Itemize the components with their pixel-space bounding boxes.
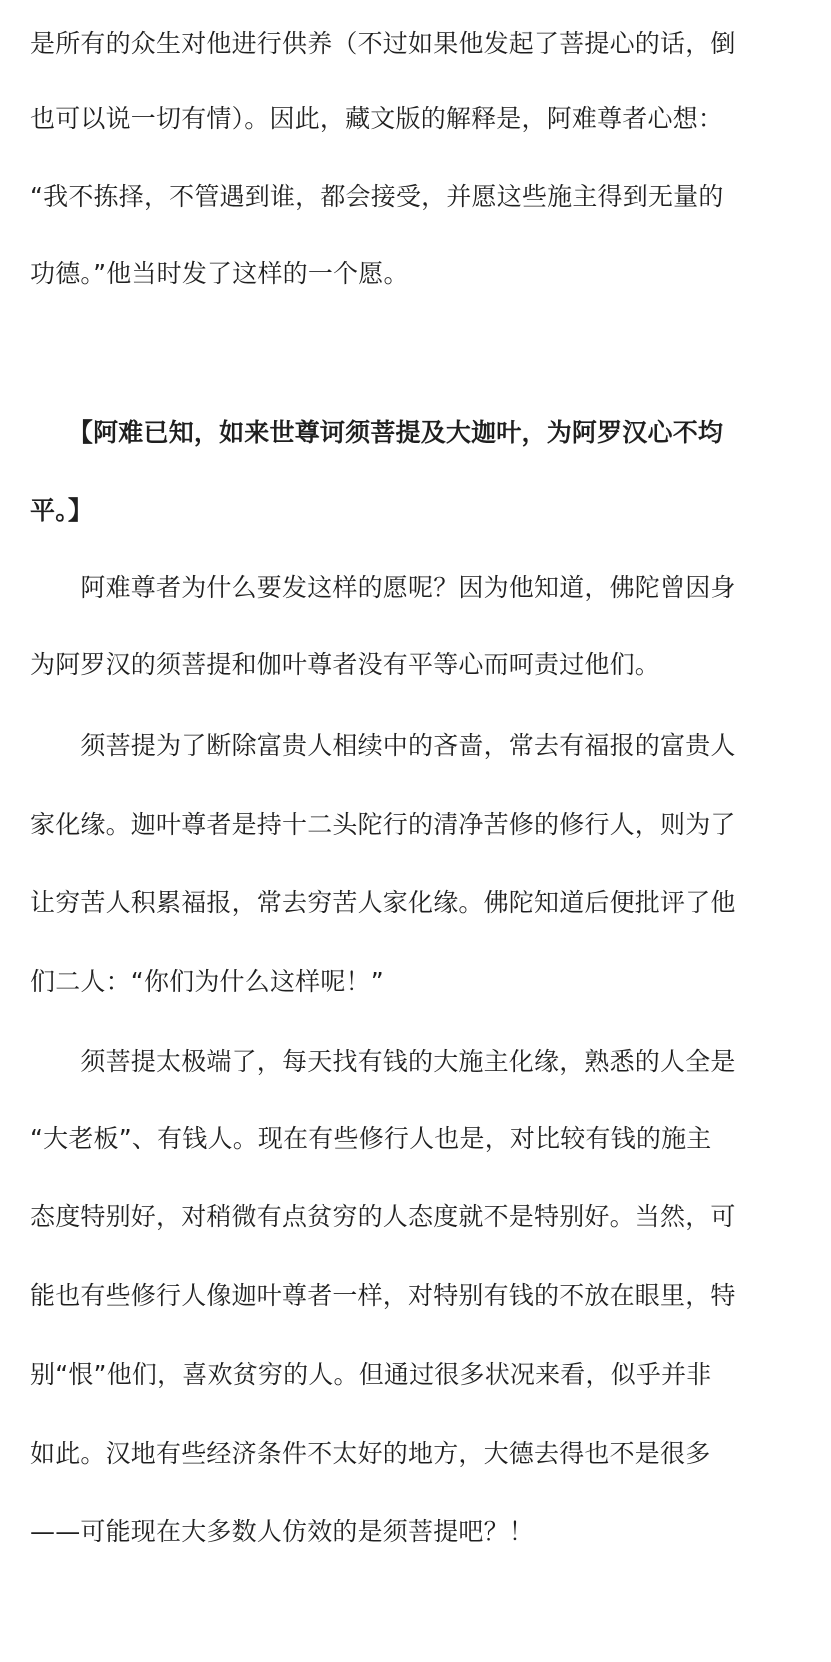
text-line: 如此。汉地有些经济条件不太好的地方，大德去得也不是很多 (30, 1439, 711, 1468)
text-line: 须菩提为了断除富贵人相续中的吝啬，常去有福报的富贵人 (30, 731, 736, 760)
text-line: 别“恨”他们，喜欢贫穷的人。但通过很多状况来看，似乎并非 (30, 1360, 712, 1389)
text-line: 让穷苦人积累福报，常去穷苦人家化缘。佛陀知道后便批评了他 (30, 888, 736, 917)
text-line: “我不拣择，不管遇到谁，都会接受，并愿这些施主得到无量的 (30, 182, 724, 211)
text-line: 为阿罗汉的须菩提和伽叶尊者没有平等心而呵责过他们。 (30, 650, 661, 679)
text-line: 们二人：“你们为什么这样呢！” (30, 967, 384, 996)
text-line: “大老板”、有钱人。现在有些修行人也是，对比较有钱的施主 (30, 1124, 712, 1153)
text-line: 须菩提太极端了，每天找有钱的大施主化缘，熟悉的人全是 (30, 1047, 736, 1076)
text-line: ——可能现在大多数人仿效的是须菩提吧？！ (30, 1517, 535, 1546)
text-line: 阿难尊者为什么要发这样的愿呢？因为他知道，佛陀曾因身 (30, 573, 736, 602)
scripture-quote-line: 【阿难已知，如来世尊诃须菩提及大迦叶，为阿罗汉心不均 (30, 418, 724, 447)
text-line: 功德。”他当时发了这样的一个愿。 (30, 259, 409, 288)
text-line: 家化缘。迦叶尊者是持十二头陀行的清净苦修的修行人，则为了 (30, 810, 736, 839)
text-line: 是所有的众生对他进行供养（不过如果他发起了菩提心的话，倒 (30, 29, 736, 58)
text-line: 也可以说一切有情）。因此，藏文版的解释是，阿难尊者心想： (30, 104, 724, 133)
text-line: 态度特别好，对稍微有点贫穷的人态度就不是特别好。当然，可 (30, 1202, 736, 1231)
scripture-quote-line: 平。】 (30, 496, 94, 525)
text-line: 能也有些修行人像迦叶尊者一样，对特别有钱的不放在眼里，特 (30, 1281, 736, 1310)
